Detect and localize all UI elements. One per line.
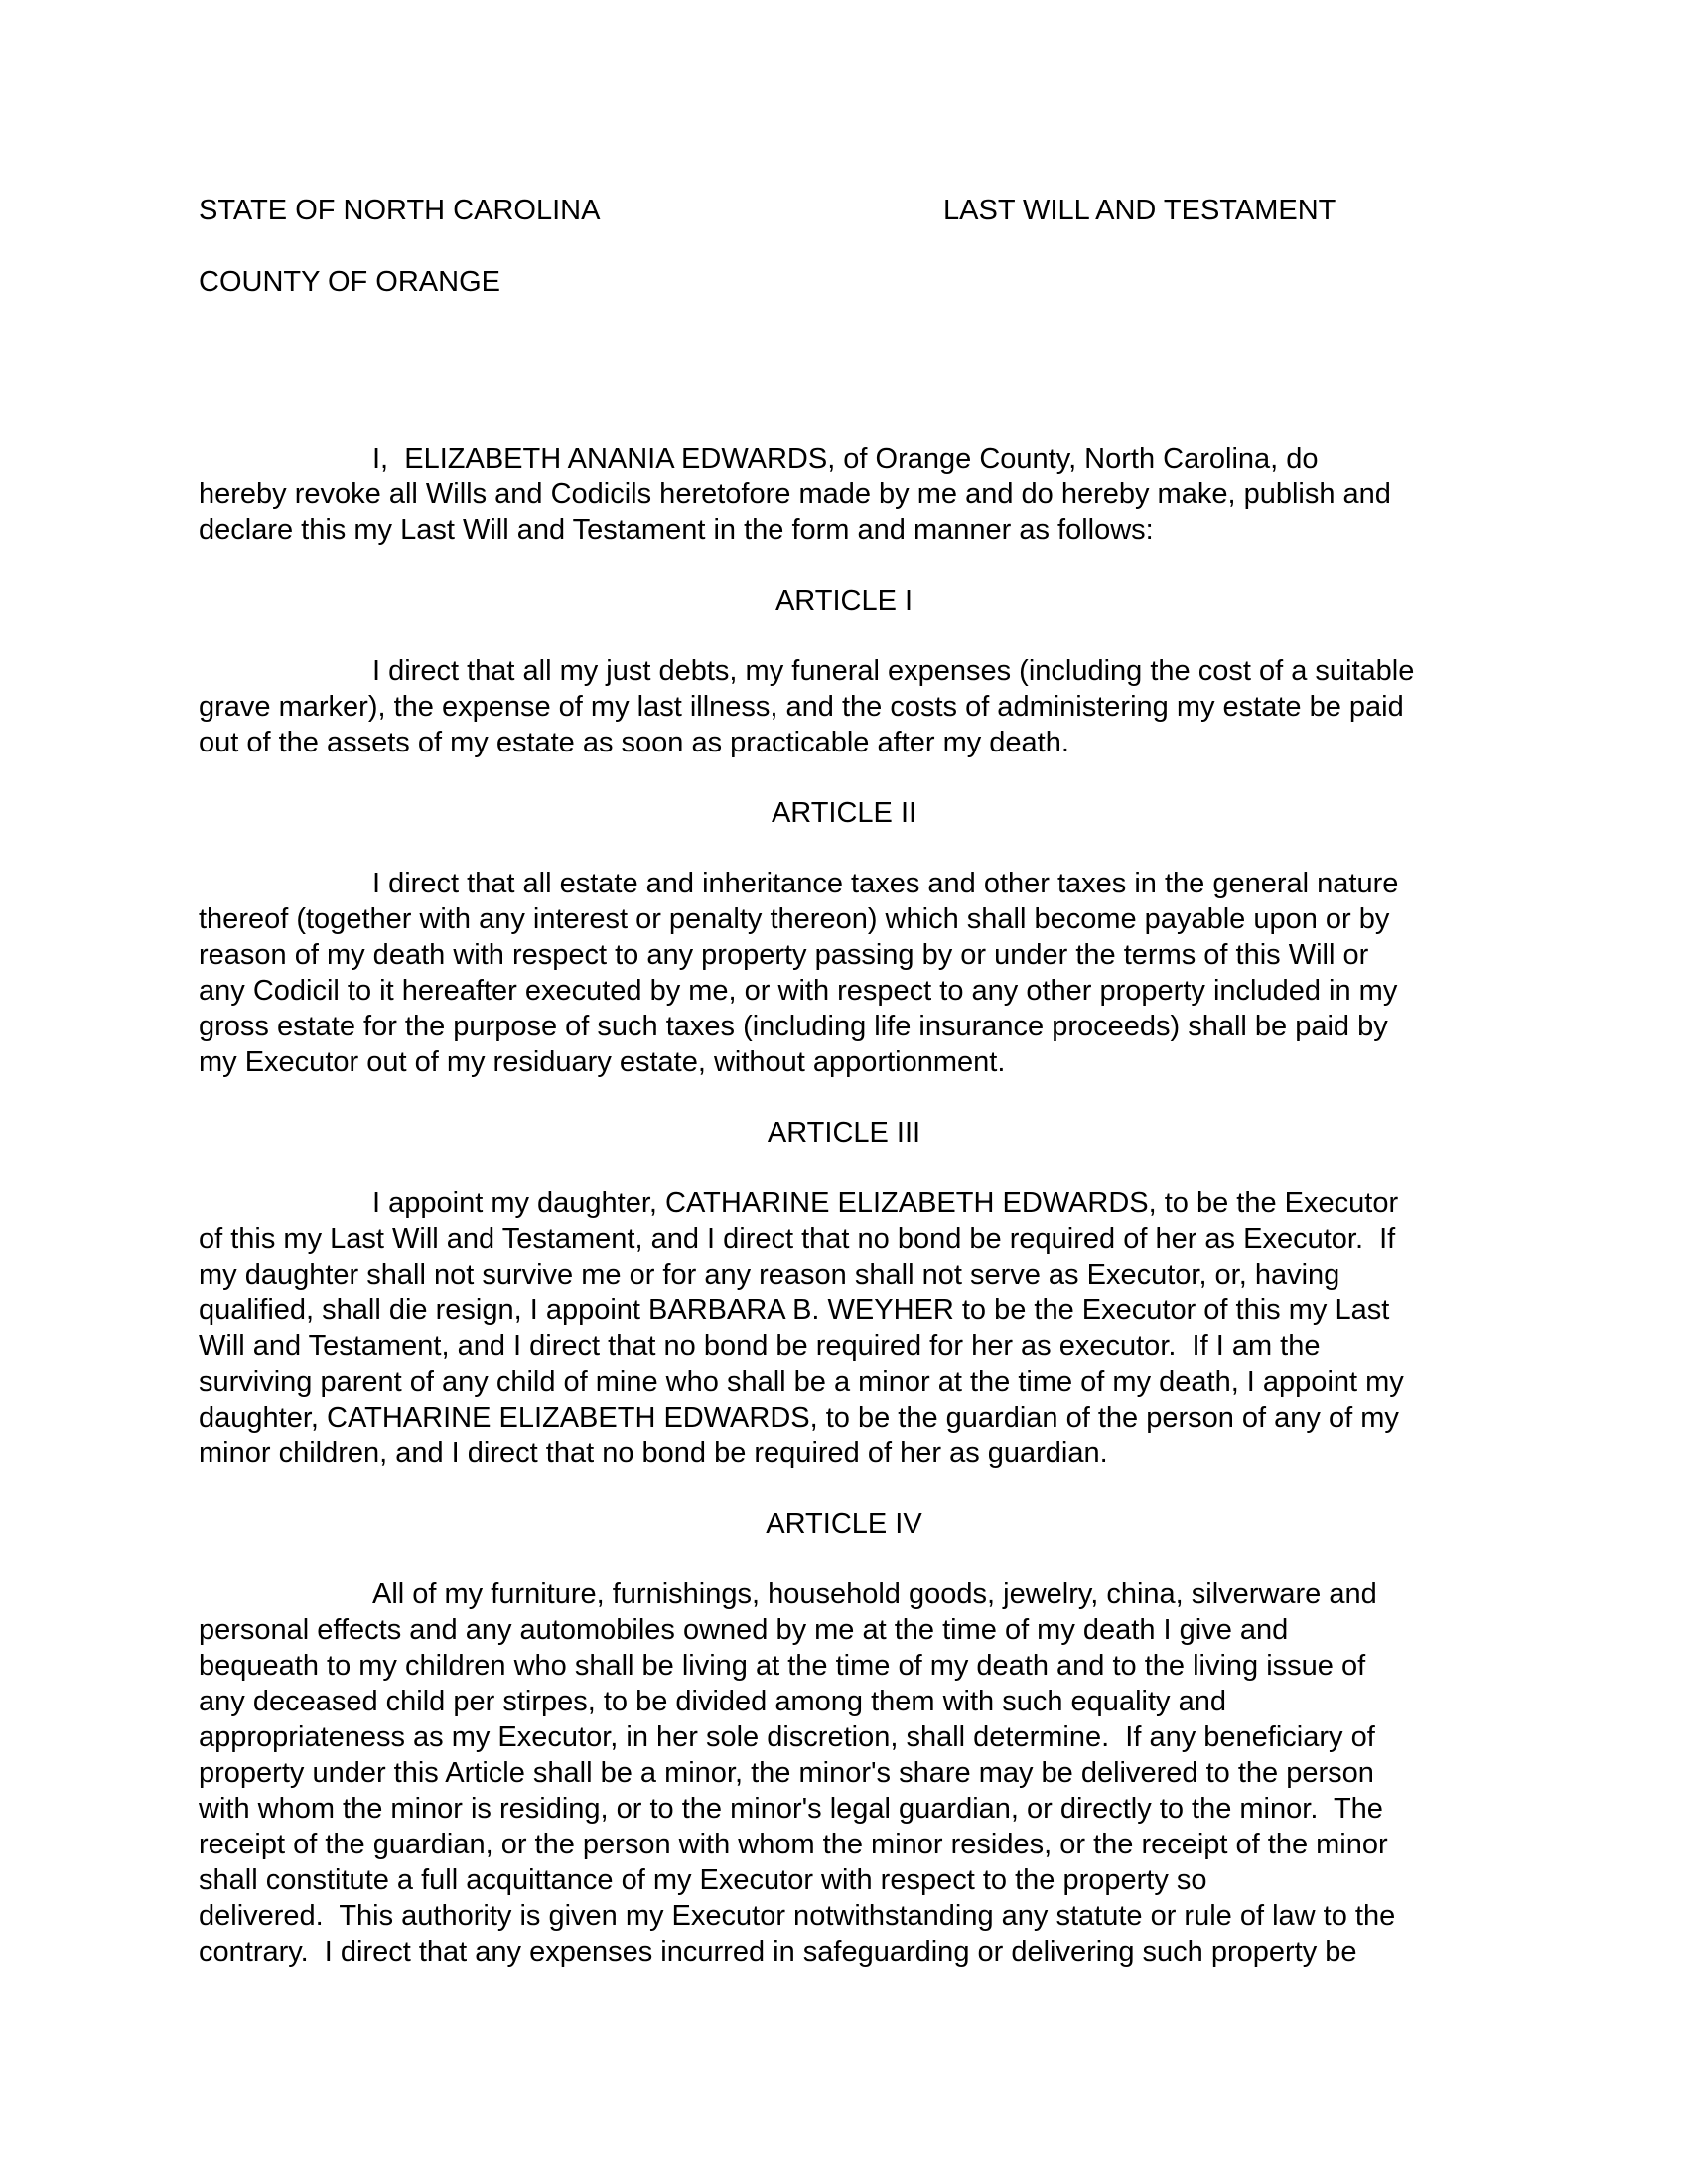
text-line: daughter, CATHARINE ELIZABETH EDWARDS, to be the guardian of the person of any of my xyxy=(199,1402,1399,1433)
text-line: reason of my death with respect to any property passing by or under the terms of this Will or xyxy=(199,939,1369,971)
document-content xyxy=(199,193,1489,1970)
text-line: delivered. This authority is given my Executor notwithstanding any statute or rule of law to the xyxy=(199,1900,1396,1932)
article-1-heading: ARTICLE I xyxy=(774,585,914,616)
text-line: I, ELIZABETH ANANIA EDWARDS, of Orange County, North Carolina, do xyxy=(372,443,1319,475)
article-3-heading: ARTICLE III xyxy=(767,1117,921,1149)
text-line: gross estate for the purpose of such taxes (including life insurance proceeds) shall be paid by xyxy=(199,1011,1388,1042)
text-line: receipt of the guardian, or the person with whom the minor resides, or the receipt of the minor xyxy=(199,1829,1388,1860)
document-header xyxy=(199,193,1489,228)
text-line: I direct that all my just debts, my funeral expenses (including the cost of a suitable xyxy=(372,655,1415,687)
text-line: of this my Last Will and Testament, and I direct that no bond be required of her as Executor. If xyxy=(199,1223,1396,1255)
text-line: any Codicil to it hereafter executed by me, or with respect to any other property included in my xyxy=(199,975,1398,1007)
text-line: surviving parent of any child of mine who shall be a minor at the time of my death, I appoint my xyxy=(199,1366,1404,1398)
text-line: minor children, and I direct that no bond be required of her as guardian. xyxy=(199,1437,1108,1469)
text-line: property under this Article shall be a minor, the minor's share may be delivered to the person xyxy=(199,1757,1374,1789)
article-4-heading: ARTICLE IV xyxy=(766,1508,922,1540)
text-line: my daughter shall not survive me or for any reason shall not serve as Executor, or, having xyxy=(199,1259,1340,1291)
text-line: declare this my Last Will and Testament in the form and manner as follows: xyxy=(199,514,1154,546)
text-line: grave marker), the expense of my last illness, and the costs of administering my estate be paid xyxy=(199,691,1404,723)
article-3-body xyxy=(199,1185,1489,1471)
text-line: my Executor out of my residuary estate, without apportionment. xyxy=(199,1046,1006,1078)
text-line: hereby revoke all Wills and Codicils heretofore made by me and do hereby make, publish and xyxy=(199,478,1391,510)
text-line: Will and Testament, and I direct that no bond be required for her as executor. If I am the xyxy=(199,1330,1321,1362)
text-line: contrary. I direct that any expenses incurred in safeguarding or delivering such property be xyxy=(199,1936,1357,1968)
text-line: shall constitute a full acquittance of my Executor with respect to the property so xyxy=(199,1864,1207,1896)
header-county: COUNTY OF ORANGE xyxy=(199,266,500,298)
text-line: appropriateness as my Executor, in her sole discretion, shall determine. If any beneficiary of xyxy=(199,1721,1375,1753)
article-2-heading: ARTICLE II xyxy=(771,797,917,829)
text-line: any deceased child per stirpes, to be divided among them with such equality and xyxy=(199,1686,1226,1717)
text-line: bequeath to my children who shall be living at the time of my death and to the living issue of xyxy=(199,1650,1366,1682)
text-line: with whom the minor is residing, or to the minor's legal guardian, or directly to the minor. The xyxy=(199,1793,1383,1825)
text-line: personal effects and any automobiles owned by me at the time of my death I give and xyxy=(199,1614,1289,1646)
text-line: All of my furniture, furnishings, household goods, jewelry, china, silverware and xyxy=(372,1578,1377,1610)
header-state: STATE OF NORTH CAROLINA xyxy=(199,195,601,226)
article-4-body xyxy=(199,1576,1489,1970)
text-line: I direct that all estate and inheritance taxes and other taxes in the general nature xyxy=(372,868,1399,899)
article-1-body xyxy=(199,653,1489,760)
text-line: out of the assets of my estate as soon as practicable after my death. xyxy=(199,727,1069,758)
text-line: qualified, shall die resign, I appoint BARBARA B. WEYHER to be the Executor of this my Last xyxy=(199,1295,1390,1326)
text-line: thereof (together with any interest or penalty thereon) which shall become payable upon or by xyxy=(199,903,1390,935)
article-2-body xyxy=(199,866,1489,1080)
opening-paragraph xyxy=(199,441,1489,548)
text-line: I appoint my daughter, CATHARINE ELIZABETH EDWARDS, to be the Executor xyxy=(372,1187,1399,1219)
header-document-title: LAST WILL AND TESTAMENT xyxy=(943,195,1336,226)
